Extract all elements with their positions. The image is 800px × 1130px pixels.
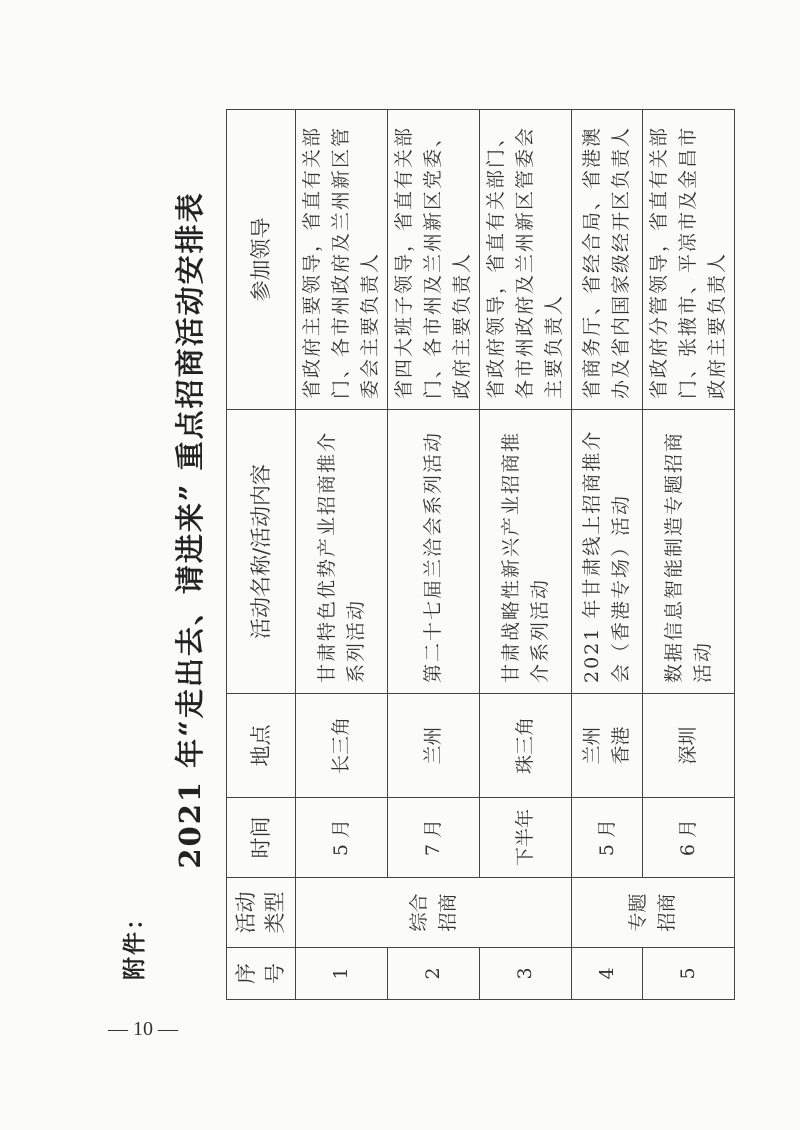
cell-location: 长三角 bbox=[296, 694, 388, 798]
cell-leaders: 省政府领导，省直有关部门、各市州政府及兰州新区管委会主要负责人 bbox=[480, 110, 572, 410]
header-location: 地点 bbox=[227, 694, 296, 798]
table-row bbox=[480, 110, 572, 1000]
cell-time: 5 月 bbox=[296, 798, 388, 878]
header-content: 活动名称/活动内容 bbox=[227, 410, 296, 694]
cell-content: 2021 年甘肃线上招商推介会（香港专场）活动 bbox=[572, 410, 643, 694]
cell-content: 甘肃特色优势产业招商推介系列活动 bbox=[296, 410, 388, 694]
cell-content: 第二十七届兰洽会系列活动 bbox=[388, 410, 480, 694]
cell-leaders: 省政府分管领导，省直有关部门、张掖市、平凉市及金昌市政府主要负责人 bbox=[643, 110, 735, 410]
cell-content: 数据信息智能制造专题招商活动 bbox=[643, 410, 735, 694]
cell-location-line: 兰州 bbox=[581, 726, 603, 765]
header-type: 活动类型 bbox=[227, 878, 296, 948]
cell-time: 7 月 bbox=[388, 798, 480, 878]
attachment-label: 附件： bbox=[121, 905, 148, 980]
table-header-row bbox=[227, 110, 296, 1000]
header-time: 时间 bbox=[227, 798, 296, 878]
cell-leaders: 省商务厅、省经合局、省港澳办及省内国家级经开区负责人 bbox=[572, 110, 643, 410]
header-index: 序号 bbox=[227, 948, 296, 1000]
cell-index: 2 bbox=[388, 948, 480, 1000]
page-title: 2021 年“走出去、请进来” 重点招商活动安排表 bbox=[173, 191, 207, 869]
cell-leaders: 省政府主要领导，省直有关部门、各市州政府及兰州新区管委会主要负责人 bbox=[296, 110, 388, 410]
cell-time: 下半年 bbox=[480, 798, 572, 878]
cell-type-general: 综合招商 bbox=[296, 878, 572, 948]
table-row bbox=[388, 110, 480, 1000]
table-row bbox=[572, 110, 643, 1000]
cell-time: 6 月 bbox=[643, 798, 735, 878]
cell-location bbox=[572, 694, 643, 798]
cell-index: 5 bbox=[643, 948, 735, 1000]
page-number: — 10 — bbox=[108, 1018, 178, 1040]
cell-content: 甘肃战略性新兴产业招商推介系列活动 bbox=[480, 410, 572, 694]
cell-leaders: 省四大班子领导，省直有关部门、各市州及兰州新区党委、政府主要负责人 bbox=[388, 110, 480, 410]
cell-location: 兰州 bbox=[388, 694, 480, 798]
table-row bbox=[296, 110, 388, 1000]
cell-index: 1 bbox=[296, 948, 388, 1000]
cell-location-line: 香港 bbox=[610, 726, 632, 765]
cell-index: 3 bbox=[480, 948, 572, 1000]
schedule-table bbox=[226, 109, 735, 1000]
cell-location: 珠三角 bbox=[480, 694, 572, 798]
cell-type-special: 专题招商 bbox=[572, 878, 735, 948]
cell-index: 4 bbox=[572, 948, 643, 1000]
cell-location: 深圳 bbox=[643, 694, 735, 798]
table-row bbox=[643, 110, 735, 1000]
cell-time: 5 月 bbox=[572, 798, 643, 878]
header-leaders: 参加领导 bbox=[227, 110, 296, 410]
